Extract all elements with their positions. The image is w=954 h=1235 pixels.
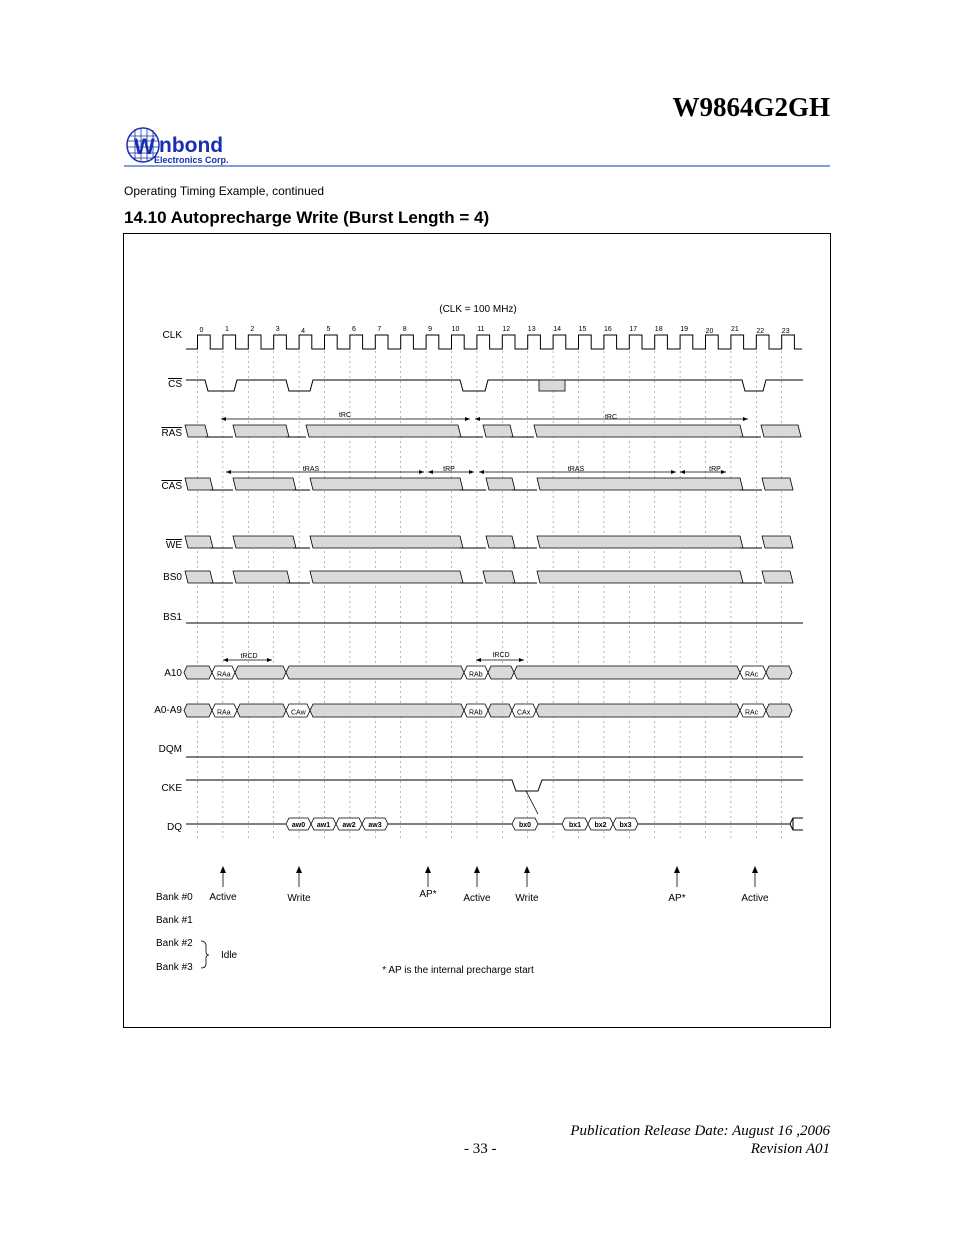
trp-arrow-right [469,470,474,474]
bs0-segment [762,571,793,583]
bank-label: Bank #3 [156,962,193,973]
dq-data-label: bx3 [619,822,632,829]
signal-label-clk: CLK [162,330,182,341]
cycle-label: 1 [224,326,229,333]
ras-segment [534,425,743,437]
ras-segment [483,425,513,437]
ras-segment [233,425,289,437]
dq-data-label: aw2 [342,822,356,829]
trc-label: tRC [604,414,618,421]
we-segment [185,536,213,548]
dq-data-label: aw1 [316,822,331,829]
event-arrow-head [674,866,680,873]
cycle-label: 4 [301,328,306,335]
revision: Revision A01 [750,1141,830,1157]
event-label: Write [515,893,539,904]
signal-label-ras: RAS [161,428,182,439]
a10-address-label: RAa [217,671,231,679]
cycle-label: 2 [250,326,255,333]
a0a9-address-label: RAa [217,709,231,717]
cas-segment [310,478,463,490]
signal-label-we: WE [165,540,182,551]
trcd-arrow-right [519,658,524,662]
ras-segment [185,425,208,437]
a0a9-cell [766,704,792,717]
trp-arrow-left [680,470,685,474]
trcd-arrow-left [223,658,228,662]
a0a9-cell [536,704,740,717]
trc-arrow-right [743,417,748,421]
bank-label: Bank #2 [156,938,193,949]
clk-wave [186,335,802,349]
a10-cell [766,666,792,679]
we-segment [310,536,463,548]
trcd-label: tRCD [240,653,258,660]
release-date: Publication Release Date: August 16 ,2006 [570,1123,830,1139]
cycle-label: 22 [756,328,765,335]
cas-segment [537,478,743,490]
signal-label-bs0: BS0 [163,572,182,583]
intro-text: Operating Timing Example, continued [124,184,325,198]
cycle-label: 7 [377,326,382,333]
trp-arrow-right [721,470,726,474]
idle-brace [201,941,209,968]
event-label: Active [463,893,491,904]
event-label: Write [287,893,311,904]
tras-arrow-right [671,470,676,474]
event-label: AP* [419,889,437,900]
a10-cell [235,666,286,679]
cas-segment [185,478,213,490]
a0a9-address-label: CAx [517,709,531,717]
cs-dontcare-box [539,380,565,391]
event-label: AP* [668,893,686,904]
a10-cell [184,666,212,679]
signal-label-cs: CS [168,379,182,390]
bank-label: Bank #1 [156,915,193,926]
a0a9-address-label: RAc [745,709,759,717]
cycle-label: 12 [502,326,511,333]
trc-arrow-left [221,417,226,421]
a10-cell [488,666,514,679]
a0a9-cell [488,704,512,717]
cycle-label: 20 [705,328,714,335]
cycle-label: 14 [553,326,561,333]
dq-end-wave [790,818,803,830]
event-label: Active [209,892,237,903]
footnote: * AP is the internal precharge start [382,965,534,976]
a0a9-address-label: RAb [469,709,483,717]
dq-data-label: aw0 [291,822,306,829]
event-arrow-head [474,866,480,873]
cycle-label: 23 [781,328,790,335]
cycle-label: 3 [275,326,280,333]
trcd-arrow-right [267,658,272,662]
bs0-segment [233,571,290,583]
a10-cell [286,666,464,679]
event-arrow-head [425,866,431,873]
a0a9-cell [310,704,464,717]
cycle-label: 6 [351,326,356,333]
a0a9-cell [184,704,212,717]
signal-label-dq: DQ [167,822,182,833]
logo-sub-text: Electronics Corp. [154,155,229,165]
we-segment [537,536,743,548]
cas-segment [233,478,296,490]
cycle-label: 0 [199,327,204,334]
idle-label: Idle [221,950,238,961]
trc-arrow-right [465,417,470,421]
event-label: Active [741,893,769,904]
signal-label-a10: A10 [164,668,182,679]
event-arrow-head [524,866,530,873]
dq-data-label: bx1 [568,822,582,829]
tras-label: tRAS [302,466,320,473]
we-segment [486,536,515,548]
bs0-segment [185,571,213,583]
signal-label-bs1: BS1 [163,612,182,623]
clock-note: (CLK = 100 MHz) [439,304,517,315]
trp-arrow-left [428,470,433,474]
trp-label: tRP [709,466,721,473]
cycle-label: 15 [578,326,587,333]
ras-segment [761,425,801,437]
cke-wave [186,780,803,791]
tras-arrow-left [479,470,484,474]
trc-label: tRC [338,412,352,419]
a10-address-label: RAb [469,671,483,679]
tras-arrow-right [419,470,424,474]
page-number: - 33 - [464,1141,497,1157]
logo-w-text: W [134,134,155,159]
a10-cell [514,666,740,679]
bs0-segment [537,571,743,583]
event-arrow-head [220,866,226,873]
trp-label: tRP [443,466,455,473]
dq-data-label: bx2 [594,822,607,829]
cs-wave [186,380,803,391]
cycle-label: 17 [629,326,638,333]
a0a9-cell [237,704,286,717]
we-segment [233,536,296,548]
we-segment [762,536,793,548]
signal-label-a0a9: A0-A9 [154,705,182,716]
a10-address-label: RAc [745,671,759,679]
bs0-segment [483,571,515,583]
section-title: 14.10 Autoprecharge Write (Burst Length = 4) [124,208,490,227]
cycle-label: 10 [451,326,460,333]
logo-main-text: nbond [159,134,224,157]
trcd-label: tRCD [492,652,510,659]
dq-data-label: aw3 [368,822,382,829]
cycle-label: 16 [604,326,612,333]
event-arrow-head [752,866,758,873]
bank-label: Bank #0 [156,892,193,903]
dq-data-label: bx0 [518,822,532,829]
trc-arrow-left [475,417,480,421]
cas-segment [762,478,793,490]
cycle-label: 8 [402,326,407,333]
cycle-label: 13 [527,326,536,333]
ras-segment [306,425,461,437]
cycle-label: 11 [477,326,485,333]
signal-label-cas: CAS [161,481,182,492]
cycle-label: 18 [654,326,663,333]
cas-segment [486,478,515,490]
signal-label-dqm: DQM [158,744,182,755]
a0a9-address-label: CAw [291,709,306,717]
cycle-label: 5 [326,326,331,333]
event-arrow-head [296,866,302,873]
cycle-label: 19 [680,326,688,333]
signal-label-cke: CKE [161,783,182,794]
cycle-label: 21 [731,326,739,333]
tras-arrow-left [226,470,231,474]
bs0-segment [310,571,463,583]
part-number: W9864G2GH [672,92,830,122]
tras-label: tRAS [567,466,585,473]
cycle-label: 9 [428,326,433,333]
